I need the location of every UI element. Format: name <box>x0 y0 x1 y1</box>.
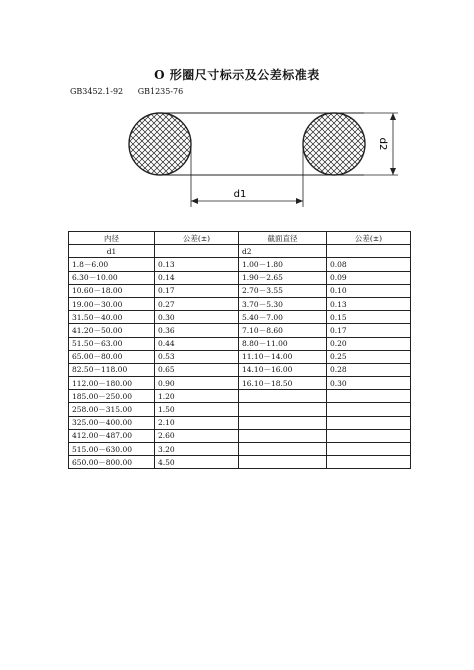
table-row <box>69 324 411 337</box>
table-cell: 0.30 <box>327 377 411 390</box>
table-cell: 325.00－400.00 <box>69 416 155 429</box>
table-cell <box>327 456 411 469</box>
table-cell: 1.8－6.00 <box>69 258 155 271</box>
header-cell: 公差(±) <box>327 232 411 245</box>
table-cell: 16.10－18.50 <box>239 377 327 390</box>
document-title: O 形圈尺寸标示及公差标准表 <box>154 68 320 82</box>
table-cell: 185.00－250.00 <box>69 390 155 403</box>
table-row <box>69 377 411 390</box>
table-cell: 65.00－80.00 <box>69 350 155 363</box>
table-cell: 0.36 <box>155 324 239 337</box>
table-cell <box>239 403 327 416</box>
table-row <box>69 297 411 310</box>
table-subheader-row <box>69 245 411 258</box>
table-row <box>69 350 411 363</box>
table-cell: 3.70－5.30 <box>239 297 327 310</box>
table-cell: 0.14 <box>155 271 239 284</box>
table-row <box>69 403 411 416</box>
table-cell: 0.08 <box>327 258 411 271</box>
table-cell: 412.00－487.00 <box>69 429 155 442</box>
table-cell <box>239 443 327 456</box>
table-cell: 31.50－40.00 <box>69 311 155 324</box>
standard-code: GB3452.1-92 <box>70 87 124 96</box>
table-row <box>69 284 411 297</box>
subheader-cell: d2 <box>239 245 327 258</box>
d1-label: d1 <box>233 189 247 200</box>
table-cell: 7.10－8.60 <box>239 324 327 337</box>
tolerance-table <box>68 231 411 469</box>
table-row <box>69 271 411 284</box>
table-cell: 41.20－50.00 <box>69 324 155 337</box>
table-cell <box>327 416 411 429</box>
table-cell: 8.80－11.00 <box>239 337 327 350</box>
subheader-cell: d1 <box>69 245 155 258</box>
table-cell: 0.15 <box>327 311 411 324</box>
table-cell: 2.60 <box>155 429 239 442</box>
table-cell <box>239 429 327 442</box>
table-cell: 258.00－315.00 <box>69 403 155 416</box>
table-row <box>69 337 411 350</box>
table-cell: 0.30 <box>155 311 239 324</box>
table-cell: 0.13 <box>327 297 411 310</box>
table-cell: 112.00－180.00 <box>69 377 155 390</box>
table-row <box>69 390 411 403</box>
table-cell: 1.00－1.80 <box>239 258 327 271</box>
left-cross-section <box>129 113 191 175</box>
right-cross-section <box>303 113 365 175</box>
table-cell: 10.60－18.00 <box>69 284 155 297</box>
table-cell: 0.13 <box>155 258 239 271</box>
table-cell: 14.10－16.00 <box>239 363 327 376</box>
table-cell <box>327 403 411 416</box>
table-cell: 5.40－7.00 <box>239 311 327 324</box>
table-cell: 82.50－118.00 <box>69 363 155 376</box>
table-cell: 1.20 <box>155 390 239 403</box>
table-cell: 11.10－14.00 <box>239 350 327 363</box>
table-cell: 0.25 <box>327 350 411 363</box>
table-cell: 1.90－2.65 <box>239 271 327 284</box>
table-cell: 0.28 <box>327 363 411 376</box>
table-cell: 2.10 <box>155 416 239 429</box>
table-cell: 0.17 <box>327 324 411 337</box>
table-cell: 0.27 <box>155 297 239 310</box>
table-row <box>69 429 411 442</box>
header-cell: 截面直径 <box>239 232 327 245</box>
d2-label: d2 <box>377 137 388 151</box>
table-row <box>69 311 411 324</box>
table-row <box>69 363 411 376</box>
table-cell: 650.00－800.00 <box>69 456 155 469</box>
table-cell <box>239 456 327 469</box>
standard-code: GB1235-76 <box>137 87 184 96</box>
table-cell: 51.50－63.00 <box>69 337 155 350</box>
table-cell: 19.00－30.00 <box>69 297 155 310</box>
subheader-cell <box>327 245 411 258</box>
table-cell: 0.65 <box>155 363 239 376</box>
table-cell: 6.30－10.00 <box>69 271 155 284</box>
table-cell: 1.50 <box>155 403 239 416</box>
table-cell: 0.53 <box>155 350 239 363</box>
table-cell <box>327 443 411 456</box>
header-cell: 内径 <box>69 232 155 245</box>
subheader-cell <box>155 245 239 258</box>
table-cell: 4.50 <box>155 456 239 469</box>
header-cell: 公差(±) <box>155 232 239 245</box>
table-cell: 0.10 <box>327 284 411 297</box>
table-cell <box>239 416 327 429</box>
table-cell: 0.09 <box>327 271 411 284</box>
table-row <box>69 443 411 456</box>
table-row <box>69 456 411 469</box>
table-cell: 0.44 <box>155 337 239 350</box>
table-cell: 0.17 <box>155 284 239 297</box>
table-row <box>69 416 411 429</box>
table-cell <box>327 390 411 403</box>
table-cell <box>239 390 327 403</box>
table-cell: 0.20 <box>327 337 411 350</box>
table-cell: 3.20 <box>155 443 239 456</box>
table-cell: 515.00－630.00 <box>69 443 155 456</box>
table-header-row <box>69 232 411 245</box>
table-cell: 0.90 <box>155 377 239 390</box>
table-cell <box>327 429 411 442</box>
table-cell: 2.70－3.55 <box>239 284 327 297</box>
o-ring-cross-section-diagram <box>118 105 408 213</box>
standard-codes <box>70 87 195 96</box>
table-row <box>69 258 411 271</box>
